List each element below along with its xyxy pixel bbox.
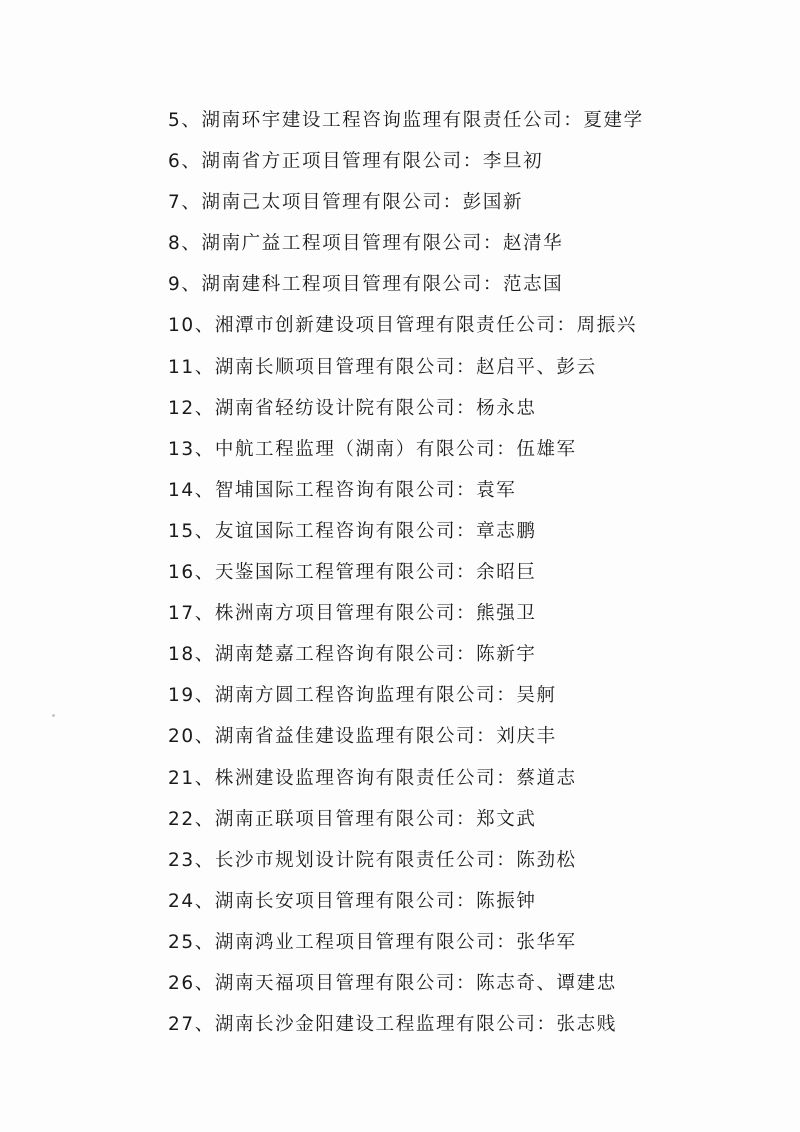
- item-number: 15、: [168, 520, 215, 542]
- list-item: [168, 881, 768, 922]
- list-item: [168, 840, 768, 881]
- item-text: 智埔国际工程咨询有限公司：袁军: [214, 479, 517, 501]
- list-item: [168, 511, 768, 552]
- item-text: 湖南省益佳建设监理有限公司：刘庆丰: [214, 726, 557, 748]
- list-item: [168, 1004, 768, 1045]
- item-text: 长沙市规划设计院有限责任公司：陈劲松: [214, 849, 577, 871]
- item-number: 21、: [168, 767, 215, 789]
- scan-speck: [52, 714, 55, 717]
- item-text: 湖南建科工程项目管理有限公司：范志国: [201, 274, 564, 296]
- list-item: [168, 634, 768, 675]
- item-text: 湖南鸿业工程项目管理有限公司：张华军: [214, 931, 577, 953]
- item-number: 26、: [168, 972, 215, 994]
- item-number: 19、: [168, 685, 215, 707]
- item-text: 株洲南方项目管理有限公司：熊强卫: [214, 603, 537, 625]
- item-text: 湖南己太项目管理有限公司：彭国新: [201, 192, 524, 214]
- list-item: [168, 429, 768, 470]
- item-number: 20、: [168, 726, 215, 748]
- list-item: [168, 141, 768, 182]
- item-text: 湖南正联项目管理有限公司：郑文武: [214, 808, 537, 830]
- list-item: [168, 388, 768, 429]
- list-item: [168, 963, 768, 1004]
- item-text: 湖南楚嘉工程咨询有限公司：陈新宇: [214, 644, 537, 666]
- item-number: 24、: [168, 890, 215, 912]
- list-item: [168, 100, 768, 141]
- list-item: [168, 305, 768, 346]
- item-text: 株洲建设监理咨询有限责任公司：蔡道志: [214, 767, 577, 789]
- list-item: [168, 758, 768, 799]
- item-text: 湖南方圆工程咨询监理有限公司：吴舸: [214, 685, 557, 707]
- item-number: 17、: [168, 603, 215, 625]
- item-number: 18、: [168, 644, 215, 666]
- item-number: 11、: [168, 356, 215, 378]
- item-number: 13、: [168, 438, 215, 460]
- item-number: 10、: [168, 315, 215, 337]
- item-text: 湖南长安项目管理有限公司：陈振钟: [214, 890, 537, 912]
- list-item: [168, 922, 768, 963]
- item-text: 湖南省轻纺设计院有限公司：杨永忠: [214, 397, 537, 419]
- item-text: 湖南省方正项目管理有限公司：李旦初: [201, 151, 544, 173]
- list-item: [168, 347, 768, 388]
- item-number: 8、: [168, 233, 202, 255]
- list-item: [168, 799, 768, 840]
- item-number: 5、: [168, 110, 202, 131]
- item-number: 14、: [168, 479, 215, 501]
- list-item: [168, 264, 768, 305]
- list-item: [168, 593, 768, 634]
- item-text: 湖南环宇建设工程咨询监理有限责任公司：夏建学: [201, 110, 644, 131]
- item-text: 天鉴国际工程管理有限公司：余昭巨: [214, 562, 537, 584]
- item-number: 23、: [168, 849, 215, 871]
- list-item: [168, 675, 768, 716]
- item-number: 27、: [168, 1014, 215, 1036]
- item-text: 中航工程监理（湖南）有限公司：伍雄军: [214, 438, 577, 460]
- item-text: 湖南天福项目管理有限公司：陈志奇、谭建忠: [214, 972, 617, 994]
- item-text: 友谊国际工程咨询有限公司：章志鹏: [214, 520, 537, 542]
- item-number: 12、: [168, 397, 215, 419]
- list-item: [168, 552, 768, 593]
- item-number: 16、: [168, 562, 215, 584]
- list-item: [168, 223, 768, 264]
- item-text: 湖南广益工程项目管理有限公司：赵清华: [201, 233, 564, 255]
- list-item: [168, 470, 768, 511]
- item-number: 22、: [168, 808, 215, 830]
- item-number: 6、: [168, 151, 202, 173]
- list-item: [168, 182, 768, 223]
- company-list: [168, 100, 768, 1045]
- item-number: 7、: [168, 192, 202, 214]
- list-item: [168, 716, 768, 757]
- item-number: 25、: [168, 931, 215, 953]
- item-text: 湘潭市创新建设项目管理有限责任公司：周振兴: [214, 315, 637, 337]
- item-text: 湖南长沙金阳建设工程监理有限公司：张志贱: [214, 1014, 617, 1036]
- item-number: 9、: [168, 274, 202, 296]
- item-text: 湖南长顺项目管理有限公司：赵启平、彭云: [214, 356, 597, 378]
